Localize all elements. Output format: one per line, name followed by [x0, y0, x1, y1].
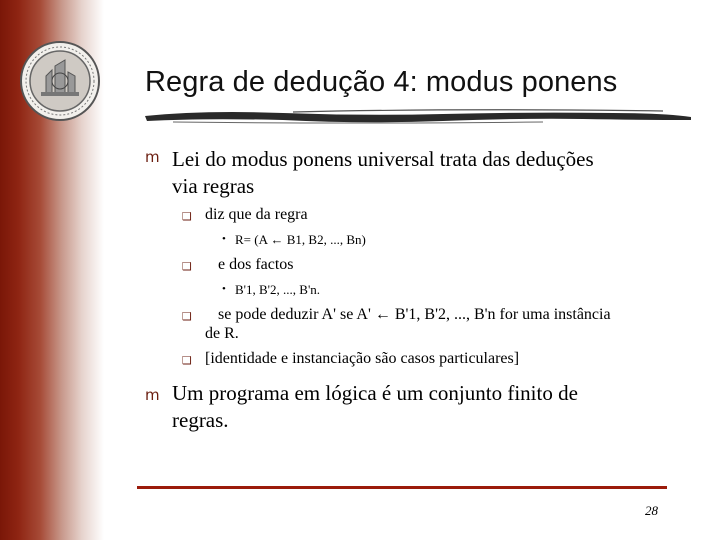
- sub-bullet-2: e dos factos: [218, 256, 294, 273]
- subsub-bullet-marker: •: [222, 233, 226, 245]
- sub-bullet-marker: ❑: [182, 260, 192, 273]
- footer-divider: [137, 486, 667, 489]
- title-brush-underline: [143, 104, 695, 126]
- slide-title: Regra de dedução 4: modus ponens: [145, 66, 618, 98]
- sub-bullet-3-line-1: se pode deduzir A' se A' ← B'1, B'2, ..., B'n for uma instância: [218, 306, 611, 323]
- sub-bullet-marker: ❑: [182, 210, 192, 223]
- facts-expression: B'1, B'2, ..., B'n.: [235, 282, 321, 297]
- bullet-marker: m: [145, 148, 160, 166]
- bullet-marker: m: [145, 386, 160, 404]
- page-number: 28: [645, 503, 658, 518]
- subsub-bullet-marker: •: [222, 283, 226, 295]
- university-seal-icon: [19, 40, 101, 122]
- rule-expression: R= (A ← B1, B2, ..., Bn): [235, 232, 366, 247]
- bullet-2-line-2: regras.: [172, 408, 229, 432]
- sub-bullet-marker: ❑: [182, 310, 192, 323]
- sub-bullet-4: [identidade e instanciação são casos particulares]: [205, 350, 520, 367]
- sub-bullet-1: diz que da regra: [205, 206, 308, 223]
- sub-bullet-marker: ❑: [182, 354, 192, 367]
- sub-bullet-3-line-2: de R.: [205, 325, 239, 342]
- bullet-2-line-1: Um programa em lógica é um conjunto finito de: [172, 381, 578, 405]
- bullet-1-line-1: Lei do modus ponens universal trata das deduções: [172, 147, 594, 171]
- bullet-1-line-2: via regras: [172, 174, 255, 198]
